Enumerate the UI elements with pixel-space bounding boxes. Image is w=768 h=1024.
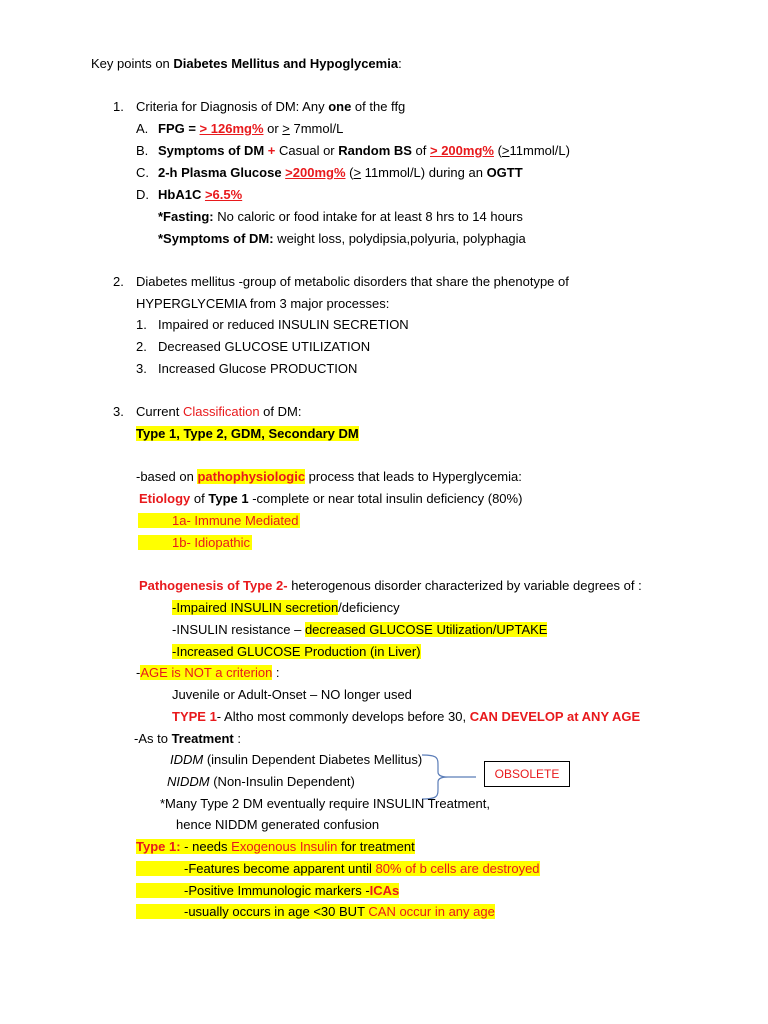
niddm-line: NIDDM (Non-Insulin Dependent) [167, 774, 355, 789]
criterion-d: HbA1C >6.5% [158, 187, 243, 202]
document-title: Key points on Diabetes Mellitus and Hypoglycemia: [91, 56, 402, 71]
etiology-type-1: Etiology of Type 1 -complete or near total insulin deficiency (80%) [139, 491, 523, 506]
section-2-number: 2. [113, 274, 124, 289]
criterion-b-marker: B. [136, 143, 149, 158]
section-2-line-1: Diabetes mellitus -group of metabolic disorders that share the phenotype of [136, 274, 569, 289]
criterion-d-marker: D. [136, 187, 149, 202]
juvenile-line: Juvenile or Adult-Onset – NO longer used [172, 687, 412, 702]
type-2-factor-2: -INSULIN resistance – decreased GLUCOSE Utilization/UPTAKE [172, 622, 548, 637]
process-1: Impaired or reduced INSULIN SECRETION [158, 317, 409, 332]
section-3-title: Current Classification of DM: [136, 404, 302, 419]
section-1-number: 1. [113, 99, 124, 114]
treatment-heading: -As to Treatment : [134, 731, 241, 746]
section-3-number: 3. [113, 404, 124, 419]
section-2-line-2: HYPERGLYCEMIA from 3 major processes: [136, 296, 390, 311]
type-1a: 1a- Immune Mediated [138, 514, 300, 527]
process-1-number: 1. [136, 317, 147, 332]
dm-types: Type 1, Type 2, GDM, Secondary DM [136, 426, 359, 441]
type-1-feature-3: -usually occurs in age <30 BUT CAN occur in any age [136, 905, 495, 918]
type-2-factor-1: -Impaired INSULIN secretion/deficiency [172, 600, 400, 615]
iddm-line: IDDM (insulin Dependent Diabetes Mellitus) [170, 752, 423, 767]
pathogenesis-type-2: Pathogenesis of Type 2- heterogenous disorder characterized by variable degrees of : [139, 578, 642, 593]
curly-brace-icon [420, 752, 480, 802]
based-on-line: -based on pathophysiologic process that leads to Hyperglycemia: [136, 469, 522, 484]
type-1-feature-1: -Features become apparent until 80% of b cells are destroyed [136, 862, 540, 875]
process-2: Decreased GLUCOSE UTILIZATION [158, 339, 371, 354]
niddm-confusion-line: hence NIDDM generated confusion [176, 817, 380, 832]
type-1-feature-2: -Positive Immunologic markers -ICAs [136, 884, 399, 897]
process-3-number: 3. [136, 361, 147, 376]
criterion-c: 2-h Plasma Glucose >200mg% (> 11mmol/L) during an OGTT [158, 165, 523, 180]
symptoms-note: *Symptoms of DM: weight loss, polydipsia,polyuria, polyphagia [158, 231, 526, 246]
process-2-number: 2. [136, 339, 147, 354]
type-1-age-line: TYPE 1- Altho most commonly develops before 30, CAN DEVELOP at ANY AGE [172, 709, 641, 724]
criterion-a-marker: A. [136, 121, 149, 136]
type-2-factor-3: -Increased GLUCOSE Production (in Liver) [172, 644, 421, 659]
type-1-needs-insulin: Type 1: - needs Exogenous Insulin for treatment [136, 839, 415, 854]
age-not-criterion: -AGE is NOT a criterion : [136, 665, 280, 680]
fasting-note: *Fasting: No caloric or food intake for at least 8 hrs to 14 hours [158, 209, 523, 224]
many-type-2-line: *Many Type 2 DM eventually require INSULIN Treatment, [160, 796, 490, 811]
section-1-title: Criteria for Diagnosis of DM: Any one of the ffg [136, 99, 406, 114]
process-3: Increased Glucose PRODUCTION [158, 361, 358, 376]
criterion-a: FPG = > 126mg% or > 7mmol/L [158, 121, 344, 136]
type-1b: 1b- Idiopathic [138, 536, 252, 549]
obsolete-label: OBSOLETE [484, 761, 570, 787]
criterion-c-marker: C. [136, 165, 149, 180]
criterion-b: Symptoms of DM + Casual or Random BS of > 200mg% (>11mmol/L) [158, 143, 570, 158]
